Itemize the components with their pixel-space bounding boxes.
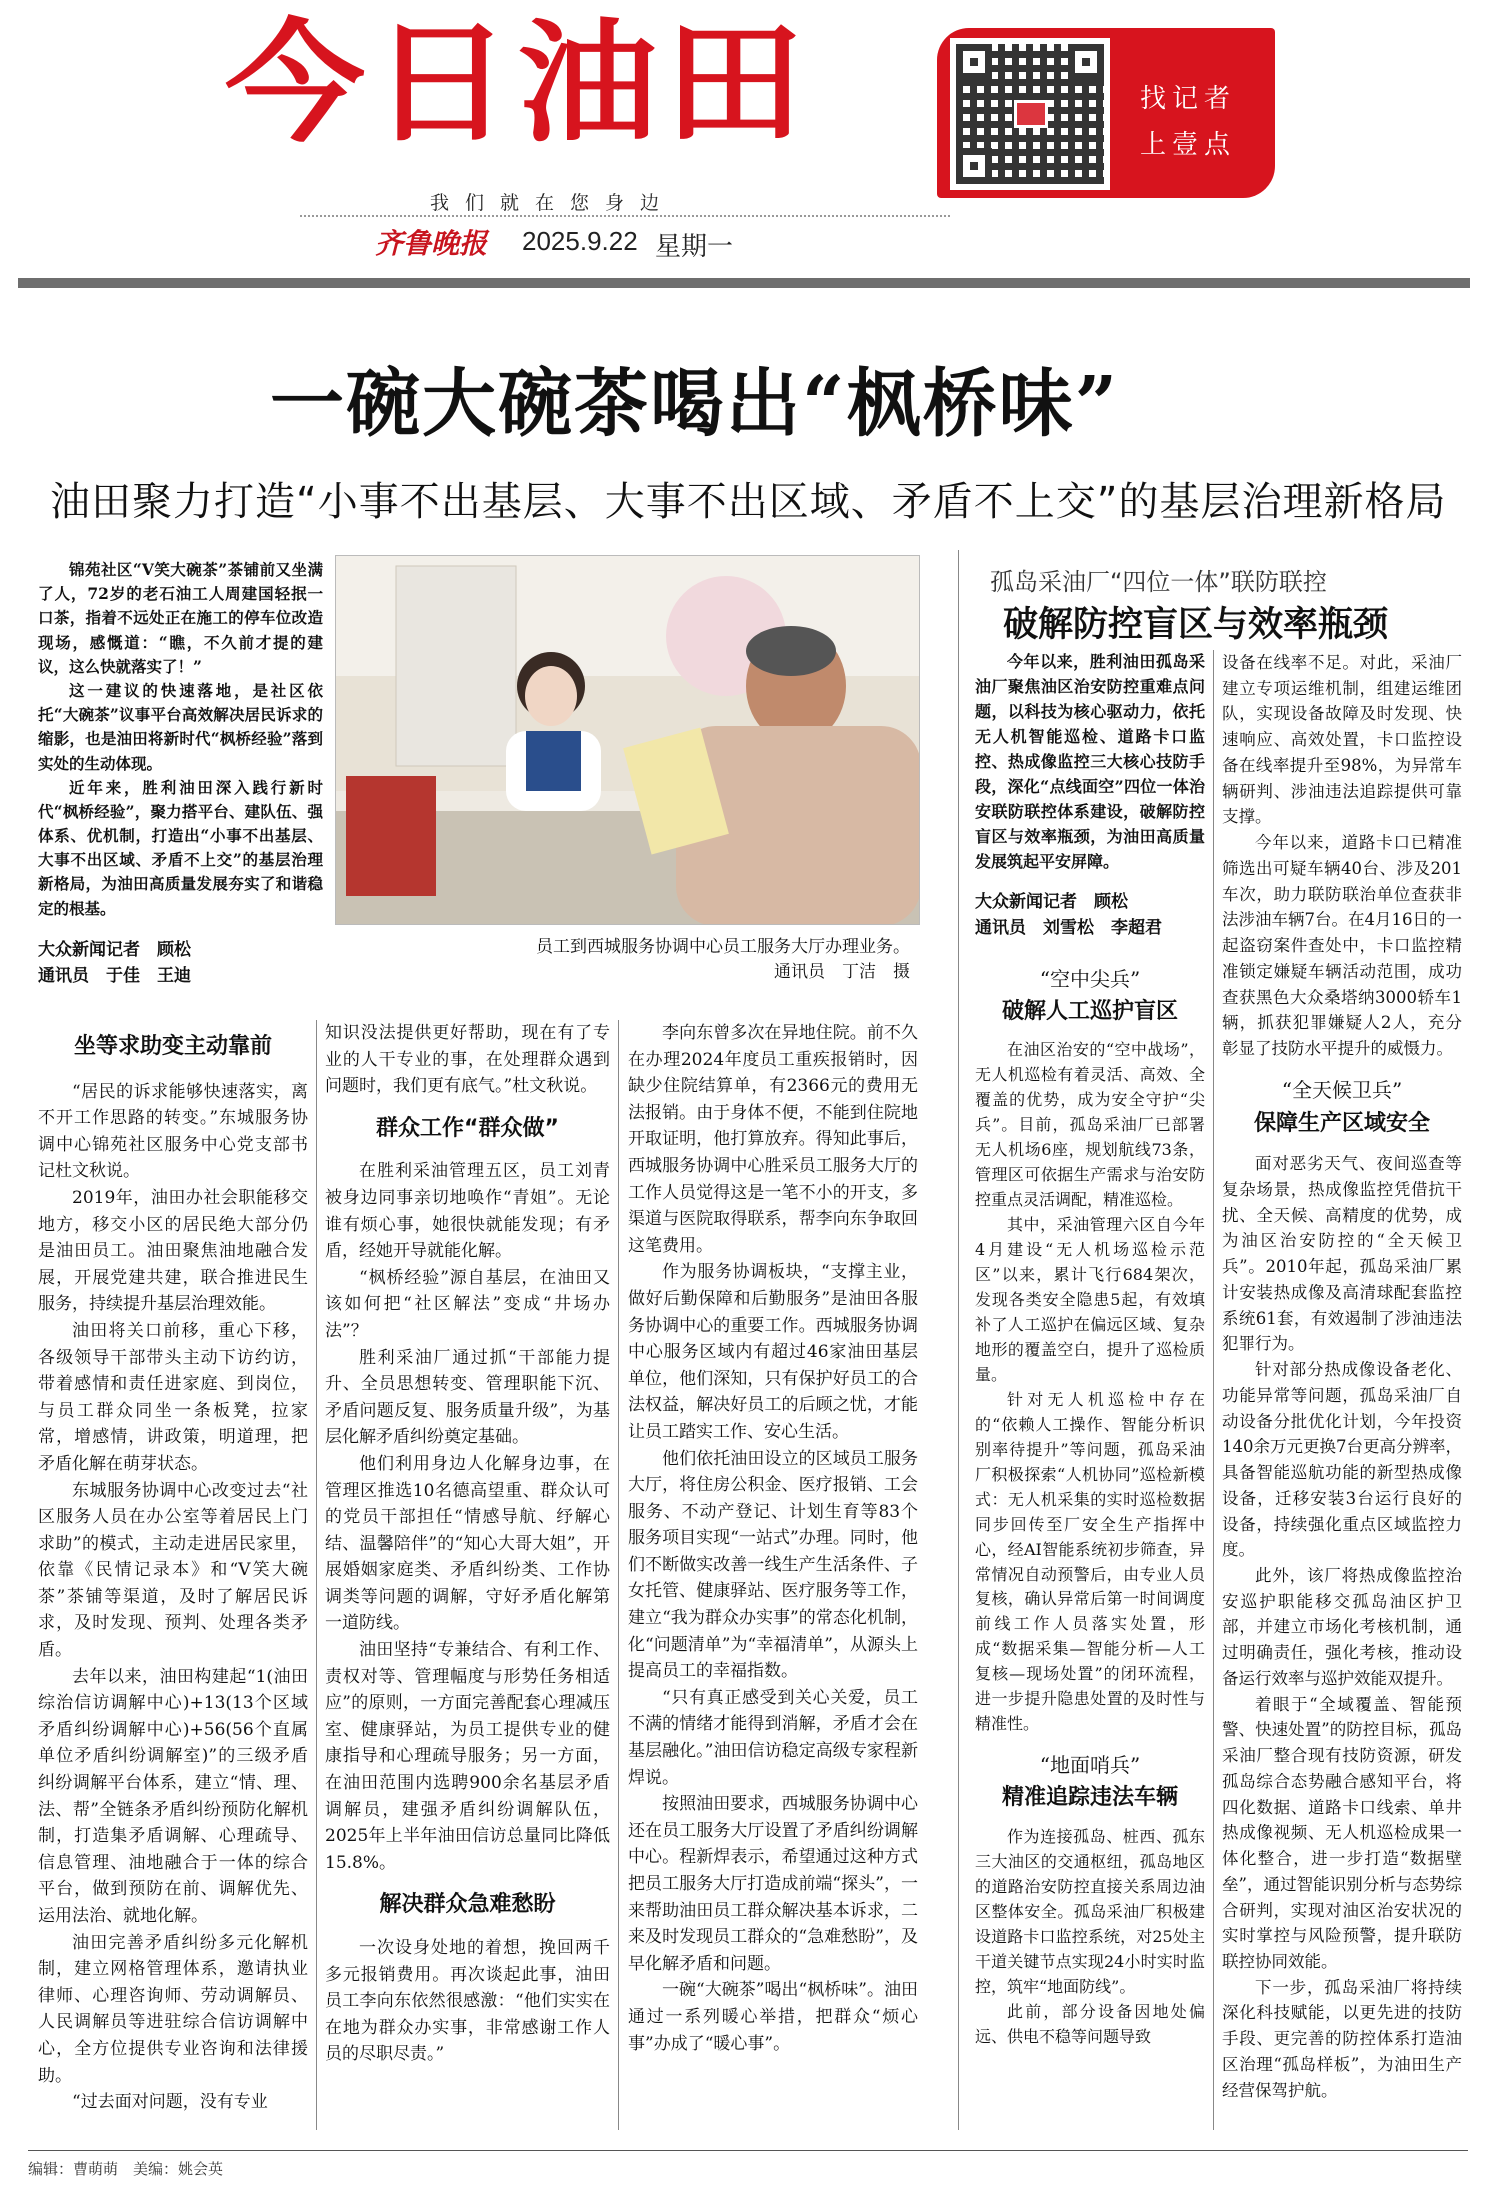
issue-weekday: 星期一 [655,232,734,262]
qr-code-icon[interactable] [950,38,1110,190]
section-title: 解决群众急难愁盼 [379,1892,556,1918]
sidebar-title: 破解防控盲区与效率瓶颈 [1003,604,1389,645]
body-paragraph: 油田将关口前移，重心下移，各级领导干部带头主动下访约访，带着感情和责任进家庭、到岗位，与员工群众同坐一条板凳，拉家常，增感情，讲政策，明道理，把矛盾化解在萌芽状态。 [38,1320,308,1474]
body-paragraph: “过去面对问题，没有专业 [72,2092,268,2113]
byline-correspondent: 通讯员 于佳 王迪 [38,965,191,986]
body-paragraph: 下一步，孤岛采油厂将持续深化科技赋能，以更先进的技防手段、更完善的防控体系打造油区治理“孤岛样板”，为油田生产经营保驾护航。 [1222,1977,1462,2100]
column-divider [1213,650,1214,2130]
body-paragraph: 在胜利采油管理五区，员工刘青被身边同事亲切地唤作“青姐”。无论谁有烦心事，她很快就能发现；有矛盾，经她开导就能化解。 [325,1161,610,1262]
article-column-1 [38,1020,308,2116]
lead-paragraph: 这一建议的快速落地，是社区依托“大碗茶”议事平台高效解决居民诉求的缩影，也是油田将新时代“枫桥经验”落到实处的生动体现。 [38,680,323,773]
footer-rule [28,2150,1468,2151]
body-paragraph: 胜利采油厂通过抓“干部能力提升、全员思想转变、管理职能下沉、矛盾问题反复、服务质量升级”，为基层化解矛盾纠纷奠定基础。 [325,1347,610,1448]
subsection-kicker: “全天候卫兵” [1281,1077,1403,1102]
column-divider [316,1020,317,2130]
body-paragraph: 设备在线率不足。对此，采油厂建立专项运维机制，组建运维团队，实现设备故障及时发现、快速响应、高效处置，卡口监控设备在线率提升至98%，为异常车辆研判、涉油违法追踪提供可靠支撑。 [1222,653,1462,827]
body-paragraph: 其中，采油管理六区自今年4月建设“无人机场巡检示范区”以来，累计飞行684架次，发现各类安全隐患5起，有效填补了人工巡护在偏远区域、复杂地形的覆盖空白，提升了巡检质量。 [975,1215,1205,1384]
photo-credit: 通讯员 丁洁 摄 [774,962,910,982]
body-paragraph: 李向东曾多次在异地住院。前不久在办理2024年度员工重疾报销时，因缺少住院结算单，有2366元的费用无法报销。由于身体不便，不能到住院地开取证明，他打算放弃。得知此事后，西城服务协调中心胜采员工服务大厅的工作人员觉得这是一笔不小的开支，多渠道与医院取得联系，帮李向东争取回这笔费用。 [628,1023,918,1256]
body-paragraph: 2019年，油田办社会职能移交地方，移交小区的居民绝大部分仍是油田员工。油田聚焦油地融合发展，开展党建共建，联合推进民生服务，持续提升基层治理效能。 [38,1187,308,1315]
body-paragraph: 按照油田要求，西城服务协调中心还在员工服务大厅设置了矛盾纠纷调解中心。程新焊表示，希望通过这种方式把员工服务大厅打造成前端“探头”，一来帮助油田员工群众解决基本诉求，二来及时发现员工群众的“急难愁盼”，及早化解矛盾和问题。 [628,1794,918,1974]
body-paragraph: “居民的诉求能够快速落实，离不开工作思路的转变。”东城服务协调中心锦苑社区服务中心党支部书记杜文秋说。 [38,1081,308,1182]
body-paragraph: 一次设身处地的着想，挽回两千多元报销费用。再次谈起此事，油田员工李向东依然很感激：“他们实实在在地为群众办实事，非常感谢工作人员的尽职尽责。” [325,1938,610,2065]
body-paragraph: 此前，部分设备因地处偏远、供电不稳等问题导致 [975,2001,1205,2046]
editor-credit: 编辑：曹萌萌 美编：姚会英 [28,2160,224,2178]
article-headline: 一碗大碗茶喝出“枫桥味” [270,361,1120,447]
photo-caption-text: 员工到西城服务协调中心员工服务大厅办理业务。 [536,937,910,957]
sidebar-byline-reporter: 大众新闻记者 顾松 [975,891,1128,912]
body-paragraph: 他们依托油田设立的区域员工服务大厅，将住房公积金、医疗报销、工会服务、不动产登记、计划生育等83个服务项目实现“一站式”办理。同时，他们不断做实改善一线生产生活条件、子女托管、健康驿站、医疗服务等工作，建立“我为群众办实事”的常态化机制，化“问题清单”为“幸福清单”，从源头上提高员工的幸福指数。 [628,1448,918,1682]
sidebar-lead: 今年以来，胜利油田孤岛采油厂聚焦油区治安防控重难点问题，以科技为核心驱动力，依托无人机智能巡检、道路卡口监控、热成像监控三大核心技防手段，深化“点线面空”四位一体治安联防联控体系建设，破解防控盲区与效率瓶颈，为油田高质量发展筑起平安屏障。 [975,652,1205,871]
sidebar-column-1 [975,650,1205,2050]
body-paragraph: 面对恶劣天气、夜间巡查等复杂场景，热成像监控凭借抗干扰、全天候、高精度的优势，成为油区治安防控的“全天候卫兵”。2010年起，孤岛采油厂累计安装热成像及高清球配套监控系统61套，有效遏制了涉油违法犯罪行为。 [1222,1154,1462,1354]
newspaper-brand: 齐鲁晚报 [375,227,488,260]
masthead-slogan: 我们就在您身边 [430,192,676,214]
body-paragraph: 着眼于“全域覆盖、智能预警、快速处置”的防控目标，孤岛采油厂整合现有技防资源，研发孤岛综合态势融合感知平台，将四化数据、道路卡口线索、单井热成像视频、无人机巡检成果一体化整合，进一步打造“数据壁垒”，通过智能识别分析与态势综合研判，实现对油区治安状况的实时掌控与风险预警，提升联防联控协同效能。 [1222,1694,1462,1971]
section-title: 群众工作“群众做” [376,1115,559,1141]
body-paragraph: 在油区治安的“空中战场”，无人机巡检有着灵活、高效、全覆盖的优势，成为安全守护“尖兵”。目前，孤岛采油厂已部署无人机场6座，规划航线73条，管理区可依据生产需求与治安防控重点灵活调配，精准巡检。 [975,1040,1205,1210]
sidebar-kicker: 孤岛采油厂“四位一体”联防联控 [990,568,1327,596]
sidebar-divider [958,550,959,2130]
column-divider [618,1020,619,2130]
body-paragraph: 油田坚持“专兼结合、有利工作、责权对等、管理幅度与形势任务相适应”的原则，一方面完善配套心理减压室、健康驿站，为员工提供专业的健康指导和心理疏导服务；另一方面，在油田范围内选聘900余名基层矛盾调解员，建强矛盾纠纷调解队伍，2025年上半年油田信访总量同比降低15.8%。 [325,1640,610,1873]
lead-paragraph: 近年来，胜利油田深入践行新时代“枫桥经验”，聚力搭平台、建队伍、强体系、优机制，打造出“小事不出基层、大事不出区域、矛盾不上交”的基层治理新格局，为油田高质量发展夯实了和谐稳定的根基。 [38,777,323,918]
photo-caption [470,935,910,985]
subsection-title: 保障生产区域安全 [1253,1111,1430,1137]
body-paragraph: 作为连接孤岛、桩西、孤东三大油区的交通枢纽，孤岛地区的道路治安防控直接关系周边油区整体安全。孤岛采油厂积极建设道路卡口监控系统，对25处主干道关键节点实现24小时实时监控，筑牢“地面防线”。 [975,1827,1205,1996]
body-paragraph: “只有真正感受到关心关爱，员工不满的情绪才能得到消解，矛盾才会在基层融化。”油田信访稳定高级专家程新焊说。 [628,1687,918,1788]
body-paragraph: 此外，该厂将热成像监控治安巡护职能移交孤岛油区护卫部，并建立市场化考核机制，通过明确责任，强化考核，推动设备运行效率与巡护效能双提升。 [1222,1565,1462,1688]
body-paragraph: 去年以来，油田构建起“1(油田综治信访调解中心)+13(13个区域矛盾纠纷调解中心)+56(56个直属单位矛盾纠纷调解室)”的三级矛盾纠纷调解平台体系，建立“情、理、法、帮”全链条矛盾纠纷预防化解机制，打造集矛盾调解、心理疏导、信息管理、油地融合于一体的综合平台，做到预防在前、调解优先、运用法治、就地化解。 [38,1666,308,1926]
body-paragraph: 东城服务协调中心改变过去“社区服务人员在办公室等着居民上门求助”的模式，主动走进居民家里，依靠《民情记录本》和“V笑大碗茶”茶铺等渠道，及时了解居民诉求，及时发现、预判、处理各类矛盾。 [38,1480,308,1661]
qr-caption-2: 上壹点 [1140,130,1237,160]
article-subhead: 油田聚力打造“小事不出基层、大事不出区域、矛盾不上交”的基层治理新格局 [50,479,1447,525]
subsection-title: 破解人工巡护盲区 [1001,998,1178,1024]
body-paragraph: “枫桥经验”源自基层，在油田又该如何把“社区解法”变成“井场办法”？ [325,1267,610,1341]
service-hall-photo [336,556,920,925]
masthead-divider [300,215,950,217]
qr-caption-1: 找记者 [1140,84,1237,114]
body-paragraph: 作为服务协调板块，“支撑主业，做好后勤保障和后勤服务”是油田各服务协调中心的重要工作。西城服务协调中心服务区域内有超过46家油田基层单位，他们深知，只有保护好员工的合法权益，解决好员工的后顾之忧，才能让员工踏实工作、安心生活。 [628,1262,918,1442]
sidebar-column-2 [1222,650,1462,2103]
article-lead [38,558,323,989]
news-photo [335,555,920,925]
body-paragraph: 针对无人机巡检中存在的“依赖人工操作、智能分析识别率待提升”等问题，孤岛采油厂积极探索“人机协同”巡检新模式：无人机采集的实时巡检数据同步回传至厂安全生产指挥中心，经AI智能系统初步筛查，异常情况自动预警后，由专业人员复核，确认异常后第一时间调度前线工作人员落实处置，形成“数据采集—智能分析—人工复核—现场处置”的闭环流程，进一步提升隐患处置的及时性与精准性。 [975,1389,1205,1734]
app-logo-icon [1014,100,1048,128]
subsection-kicker: “地面哨兵” [1039,1753,1141,1778]
masthead-title: 今日油田 [225,7,811,161]
body-paragraph: 今年以来，道路卡口已精准筛选出可疑车辆40台、涉及201车次，助力联防联治单位查获非法涉油车辆7台。在4月16日的一起盗窃案件查处中，卡口监控精准锁定嫌疑车辆活动范围，成功查获黑色大众桑塔纳3000轿车1辆，抓获犯罪嫌疑人2人，充分彰显了技防水平提升的威慑力。 [1222,833,1462,1059]
body-paragraph: 他们利用身边人化解身边事，在管理区推选10名德高望重、群众认可的党员干部担任“情感导航、纾解心结、温馨陪伴”的“知心大哥大姐”，开展婚姻家庭类、矛盾纠纷类、工作协调类等问题的调解，守好矛盾化解第一道防线。 [325,1453,610,1634]
lead-paragraph: 锦苑社区“V笑大碗茶”茶铺前又坐满了人，72岁的老石油工人周建国轻抿一口茶，指着不远处正在施工的停车位改造现场，感慨道：“瞧，不久前才提的建议，这么快就落实了！” [38,560,323,676]
byline-reporter: 大众新闻记者 顾松 [38,939,191,960]
section-title: 坐等求助变主动靠前 [73,1034,272,1059]
sidebar-byline-correspondent: 通讯员 刘雪松 李超君 [975,917,1162,938]
body-paragraph: 知识没法提供更好帮助，现在有了专业的人干专业的事，在处理群众遇到问题时，我们更有底气。”杜文秋说。 [325,1023,610,1097]
issue-date: 2025.9.22 [522,226,638,256]
header-rule [18,278,1470,288]
body-paragraph: 针对部分热成像设备老化、功能异常等问题，孤岛采油厂自动设备分批优化计划，今年投资140余万元更换7台更高分辨率，具备智能巡航功能的新型热成像设备，迁移安装3台运行良好的设备，持续强化重点区域监控力度。 [1222,1360,1462,1560]
body-paragraph: 一碗“大碗茶”喝出“枫桥味”。油田通过一系列暖心举措，把群众“烦心事”办成了“暖心事”。 [628,1980,918,2054]
article-column-3 [628,1020,918,2057]
body-paragraph: 油田完善矛盾纠纷多元化解机制，建立网格管理体系，邀请执业律师、心理咨询师、劳动调解员、人民调解员等进驻综合信访调解中心，全方位提供专业咨询和法律援助。 [38,1932,308,2086]
subsection-title: 精准追踪违法车辆 [1001,1785,1178,1811]
subsection-kicker: “空中尖兵” [1039,966,1141,991]
article-column-2 [325,1020,610,2068]
